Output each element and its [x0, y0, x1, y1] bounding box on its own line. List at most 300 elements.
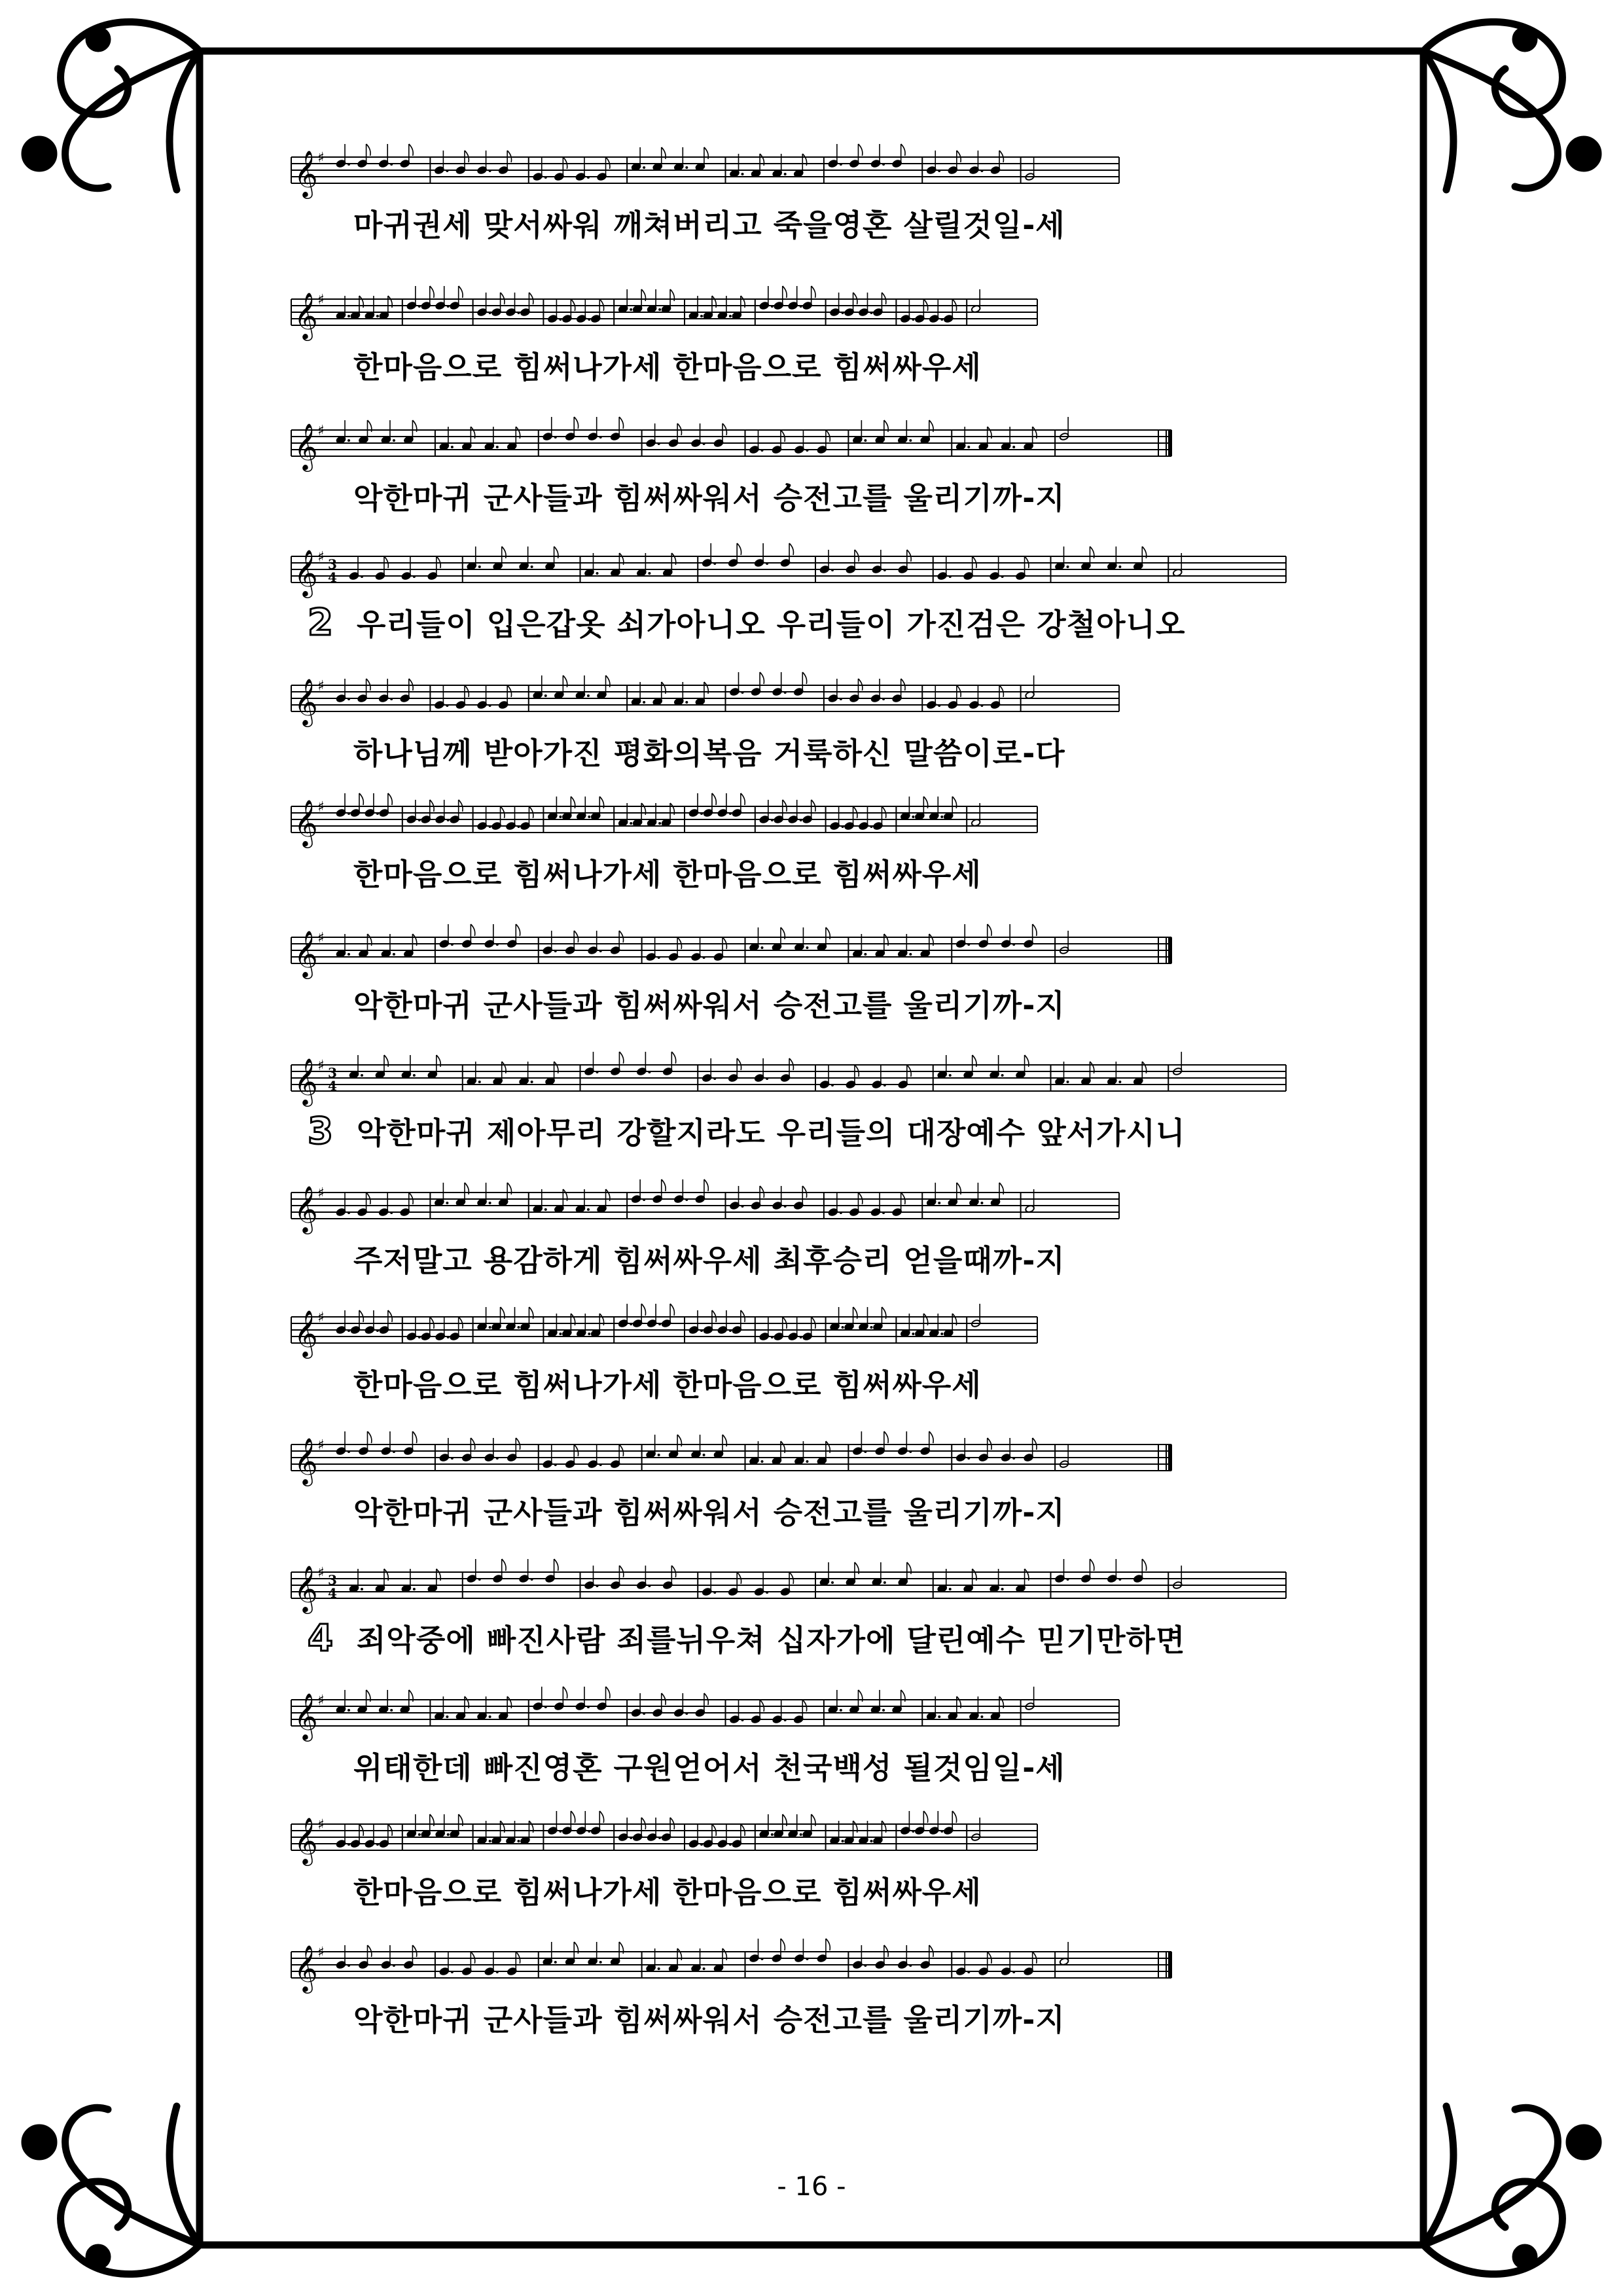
dot: [393, 1964, 395, 1967]
treble-clef-icon: 𝄞: [294, 1816, 318, 1864]
dot: [840, 163, 842, 166]
dot: [842, 825, 844, 828]
dot: [544, 1208, 547, 1211]
dot: [348, 698, 350, 700]
dot: [630, 1837, 632, 1839]
music-system: [0, 798, 1623, 923]
dot: [1012, 1457, 1015, 1460]
page-number: - 16 -: [777, 2172, 846, 2202]
staff: [291, 929, 1185, 988]
dot: [518, 825, 520, 828]
dot: [418, 1833, 421, 1836]
dot: [882, 163, 885, 166]
dot: [700, 812, 703, 815]
dot: [348, 1450, 350, 1453]
dot: [418, 305, 421, 308]
dot: [883, 569, 886, 571]
dot: [761, 449, 764, 452]
dot: [806, 946, 808, 949]
dot: [559, 1830, 562, 1833]
dot: [446, 704, 448, 707]
treble-clef-icon: 𝄞: [294, 548, 318, 596]
dot: [648, 572, 651, 575]
dot: [700, 1843, 703, 1846]
dot: [912, 318, 914, 321]
treble-clef-icon: 𝄞: [294, 149, 318, 197]
dot: [703, 1454, 705, 1456]
lyric-line: 악한마귀 군사들과 힘써싸워서 승전고를 울리기까-지: [353, 480, 1065, 516]
dot: [554, 1961, 557, 1964]
sharp-key-signature-icon: ♯: [317, 678, 325, 694]
dot: [713, 1591, 716, 1594]
sharp-key-signature-icon: ♯: [317, 1185, 325, 1202]
dot: [882, 698, 885, 700]
dot: [741, 691, 744, 694]
dot: [940, 1333, 943, 1335]
staff: [291, 149, 1132, 208]
lyric-line: 한마음으로 힘써나가세 한마음으로 힘써싸우세: [353, 857, 982, 892]
staff: [291, 548, 1299, 607]
dot: [980, 170, 983, 172]
dot: [413, 575, 416, 578]
dot: [967, 446, 970, 448]
dot: [842, 1840, 844, 1842]
dot: [447, 305, 450, 308]
lyric-line: 악한마귀 제아무리 강할지라도 우리들의 대장예수 앞서가시니: [357, 1115, 1186, 1151]
dot: [800, 1833, 802, 1836]
dot: [393, 953, 395, 956]
dot: [840, 1709, 842, 1712]
dot: [831, 1084, 834, 1086]
dot: [1118, 1081, 1121, 1083]
dot: [559, 318, 562, 321]
staff: [291, 798, 1050, 857]
dot: [912, 816, 914, 818]
dot: [831, 569, 834, 571]
staff: [291, 1057, 1299, 1116]
dot: [630, 822, 632, 825]
dot: [451, 1457, 454, 1460]
staff: [291, 1692, 1132, 1751]
sharp-key-signature-icon: ♯: [317, 1565, 325, 1581]
dot: [489, 170, 491, 172]
music-system: [0, 929, 1623, 1054]
dot: [741, 1205, 744, 1208]
music-system: [0, 1816, 1623, 1941]
dot: [912, 1830, 914, 1833]
staff: [291, 291, 1050, 350]
dot: [806, 1460, 808, 1463]
dot: [390, 163, 393, 166]
dot: [771, 1336, 774, 1338]
dot: [980, 704, 983, 707]
dot: [489, 1840, 491, 1842]
dot: [447, 819, 450, 821]
dot: [784, 691, 787, 694]
dot: [909, 1964, 912, 1967]
dot: [489, 1326, 491, 1329]
dot: [912, 1333, 914, 1335]
dot: [413, 1588, 416, 1590]
dot: [766, 562, 768, 565]
dot: [938, 1715, 940, 1718]
lyric-line: 위태한데 빠진영혼 구원얻어서 천국백성 될것임일-세: [353, 1750, 1065, 1785]
dot: [348, 812, 350, 815]
dot: [806, 449, 808, 452]
dot: [800, 305, 802, 308]
time-signature-bottom: 4: [328, 569, 337, 585]
dot: [588, 1830, 590, 1833]
dot: [1118, 565, 1121, 568]
dot: [446, 170, 448, 172]
verse-number: 2: [308, 601, 333, 644]
dot: [658, 442, 660, 445]
dot: [447, 1336, 450, 1338]
dot: [643, 1198, 645, 1201]
lyric-line: 죄악중에 빠진사람 죄를뉘우쳐 십자가에 달린예수 믿기만하면: [357, 1623, 1186, 1658]
music-system: [0, 1309, 1623, 1433]
dot: [840, 1211, 842, 1214]
dot: [713, 1077, 716, 1080]
dot: [882, 1709, 885, 1712]
dot: [599, 1463, 602, 1466]
dot: [393, 439, 395, 442]
dot: [643, 166, 645, 169]
sharp-key-signature-icon: ♯: [317, 292, 325, 308]
treble-clef-icon: 𝄞: [294, 291, 318, 339]
dot: [940, 1830, 943, 1833]
dot: [478, 1081, 481, 1083]
music-system: [0, 1185, 1623, 1309]
dot: [489, 825, 491, 828]
treble-clef-icon: 𝄞: [294, 1692, 318, 1740]
dot: [784, 1205, 787, 1208]
dot: [489, 704, 491, 707]
dot: [559, 816, 562, 818]
dot: [967, 1457, 970, 1460]
dot: [588, 1333, 590, 1335]
dot: [703, 1967, 705, 1970]
dot: [554, 950, 557, 952]
music-system: [0, 1692, 1623, 1816]
dot: [630, 308, 632, 311]
dot: [348, 1211, 350, 1214]
dot: [864, 439, 866, 442]
music-system: [0, 422, 1623, 547]
treble-clef-icon: 𝄞: [294, 1564, 318, 1612]
dot: [390, 1709, 393, 1712]
dot: [870, 1326, 873, 1329]
dot: [390, 698, 393, 700]
dot: [587, 1706, 590, 1708]
time-signature-top: 3: [328, 1065, 337, 1081]
staff: [291, 422, 1185, 481]
dot: [1001, 575, 1004, 578]
dot: [980, 1715, 983, 1718]
dot: [703, 442, 705, 445]
staff: [291, 1185, 1132, 1244]
dot: [700, 1329, 703, 1332]
dot: [596, 1585, 599, 1587]
dot: [729, 315, 732, 317]
dot: [842, 1326, 844, 1329]
dot: [648, 1585, 651, 1587]
dot: [658, 1323, 661, 1325]
dot: [967, 943, 970, 946]
music-system: [0, 548, 1623, 673]
dot: [1012, 446, 1015, 448]
music-system: [0, 149, 1623, 274]
dot: [685, 1712, 688, 1715]
lyric-line: 악한마귀 군사들과 힘써싸워서 승전고를 울리기까-지: [353, 2002, 1065, 2037]
dot: [1118, 1578, 1121, 1581]
dot: [630, 1323, 632, 1325]
dot: [842, 312, 844, 314]
dot: [741, 1719, 744, 1721]
lyric-line: 한마음으로 힘써나가세 한마음으로 힘써싸우세: [353, 1367, 982, 1403]
dot: [648, 1071, 651, 1073]
dot: [531, 565, 533, 568]
dot: [518, 1840, 520, 1842]
dot: [489, 312, 491, 314]
dot: [518, 1326, 520, 1329]
dot: [1067, 1578, 1069, 1581]
dot: [909, 953, 912, 956]
dot: [761, 946, 764, 949]
dot: [700, 315, 703, 317]
dot: [882, 1211, 885, 1214]
sharp-key-signature-icon: ♯: [317, 549, 325, 565]
dot: [496, 446, 499, 448]
sharp-key-signature-icon: ♯: [317, 930, 325, 946]
dot: [870, 825, 873, 828]
dot: [800, 1336, 802, 1338]
dot: [784, 1719, 787, 1721]
treble-clef-icon: 𝄞: [294, 677, 318, 725]
music-system: [0, 1944, 1623, 2068]
dot: [800, 819, 802, 821]
dot: [685, 1198, 688, 1201]
dot: [361, 575, 363, 578]
staff: [291, 1816, 1050, 1875]
sharp-key-signature-icon: ♯: [317, 1437, 325, 1454]
dot: [883, 1084, 886, 1086]
dot: [658, 956, 660, 959]
dot: [658, 1454, 660, 1456]
dot: [544, 1706, 547, 1708]
dot: [1001, 1588, 1004, 1590]
staff: [291, 1309, 1050, 1368]
dot: [496, 1971, 499, 1973]
dot: [348, 315, 350, 317]
dot: [938, 170, 940, 172]
dot: [643, 701, 645, 704]
dot: [531, 1578, 533, 1581]
treble-clef-icon: 𝄞: [294, 1944, 318, 1992]
music-system: [0, 291, 1623, 416]
treble-clef-icon: 𝄞: [294, 1437, 318, 1484]
dot: [1012, 943, 1015, 946]
dot: [761, 1460, 764, 1463]
dot: [703, 956, 705, 959]
dot: [376, 1329, 379, 1332]
dot: [599, 950, 602, 952]
dot: [658, 822, 661, 825]
dot: [418, 1336, 421, 1338]
dot: [478, 1578, 481, 1581]
lyric-line: 주저말고 용감하게 힘써싸우세 최후승리 얻을때까-지: [353, 1243, 1065, 1278]
sharp-key-signature-icon: ♯: [317, 1310, 325, 1326]
music-system: [0, 677, 1623, 802]
sharp-key-signature-icon: ♯: [317, 1945, 325, 1961]
dot: [967, 1971, 970, 1973]
lyric-line: 하나님께 받아가진 평화의복음 거룩하신 말씀이로-다: [353, 736, 1065, 771]
treble-clef-icon: 𝄞: [294, 1309, 318, 1357]
dot: [451, 943, 454, 946]
dot: [489, 1202, 491, 1204]
dot: [980, 1202, 983, 1204]
dot: [496, 943, 499, 946]
dot: [909, 1450, 912, 1453]
dot: [784, 173, 787, 175]
sharp-key-signature-icon: ♯: [317, 1693, 325, 1709]
dot: [393, 1450, 395, 1453]
dot: [390, 1211, 393, 1214]
dot: [658, 308, 661, 311]
dot: [599, 1961, 602, 1964]
dot: [771, 1833, 774, 1836]
dot: [938, 1202, 940, 1204]
dot: [766, 1591, 768, 1594]
dot: [1067, 1081, 1069, 1083]
dot: [348, 439, 350, 442]
treble-clef-icon: 𝄞: [294, 1057, 318, 1105]
dot: [361, 1588, 363, 1590]
dot: [413, 1074, 416, 1077]
dot: [1067, 565, 1069, 568]
sharp-key-signature-icon: ♯: [317, 799, 325, 816]
dot: [451, 1971, 454, 1973]
dot: [554, 436, 557, 439]
staff: [291, 1944, 1185, 2003]
dot: [1001, 1074, 1004, 1077]
dot: [940, 318, 943, 321]
dot: [418, 819, 421, 821]
dot: [806, 1958, 808, 1960]
dot: [729, 1843, 732, 1846]
dot: [376, 812, 379, 815]
dot: [348, 1964, 350, 1967]
dot: [348, 163, 350, 166]
music-system: [0, 1437, 1623, 1561]
dot: [596, 572, 599, 575]
sharp-key-signature-icon: ♯: [317, 423, 325, 439]
dot: [938, 704, 940, 707]
dot: [361, 1074, 363, 1077]
dot: [831, 1581, 834, 1584]
dot: [729, 812, 732, 815]
time-signature-top: 3: [328, 1572, 337, 1588]
dot: [643, 1712, 645, 1715]
sharp-key-signature-icon: ♯: [317, 1058, 325, 1074]
lyric-line: 마귀권세 맞서싸워 깨쳐버리고 죽을영혼 살릴것일-세: [353, 207, 1065, 243]
dot: [559, 1333, 562, 1335]
time-signature-bottom: 4: [328, 1585, 337, 1601]
dot: [587, 694, 590, 697]
dot: [761, 1958, 764, 1960]
sharp-key-signature-icon: ♯: [317, 150, 325, 166]
dot: [741, 173, 744, 175]
staff: [291, 677, 1132, 736]
dot: [348, 1709, 350, 1712]
dot: [658, 1837, 661, 1839]
time-signature-top: 3: [328, 556, 337, 572]
dot: [376, 1843, 379, 1846]
dot: [864, 1964, 866, 1967]
music-system: [0, 1564, 1623, 1689]
dot: [840, 698, 842, 700]
dot: [544, 176, 547, 179]
treble-clef-icon: 𝄞: [294, 1185, 318, 1232]
dot: [771, 305, 774, 308]
dot: [940, 816, 943, 818]
sharp-key-signature-icon: ♯: [317, 1817, 325, 1833]
dot: [447, 1833, 450, 1836]
dot: [949, 1588, 952, 1590]
treble-clef-icon: 𝄞: [294, 798, 318, 846]
lyric-line: 한마음으로 힘써나가세 한마음으로 힘써싸우세: [353, 1874, 982, 1910]
music-system: [0, 1057, 1623, 1181]
time-signature-bottom: 4: [328, 1078, 337, 1094]
treble-clef-icon: 𝄞: [294, 422, 318, 470]
dot: [531, 1081, 533, 1083]
dot: [864, 1450, 866, 1453]
dot: [489, 1715, 491, 1718]
dot: [348, 1843, 350, 1846]
dot: [451, 446, 454, 448]
lyric-line: 악한마귀 군사들과 힘써싸워서 승전고를 울리기까-지: [353, 988, 1065, 1023]
verse-number: 3: [308, 1110, 333, 1153]
lyric-line: 악한마귀 군사들과 힘써싸워서 승전고를 울리기까-지: [353, 1495, 1065, 1530]
dot: [864, 953, 866, 956]
dot: [729, 1329, 732, 1332]
dot: [909, 439, 912, 442]
dot: [588, 816, 590, 818]
dot: [518, 312, 520, 314]
dot: [870, 1840, 873, 1842]
dot: [587, 1208, 590, 1211]
dot: [596, 1071, 599, 1073]
dot: [658, 1967, 660, 1970]
staff: [291, 1564, 1299, 1623]
treble-clef-icon: 𝄞: [294, 929, 318, 977]
dot: [599, 436, 602, 439]
staff: [291, 1437, 1185, 1496]
lyric-line: 우리들이 입은갑옷 쇠가아니오 우리들이 가진검은 강철아니오: [357, 607, 1186, 642]
dot: [766, 1077, 768, 1080]
dot: [771, 819, 774, 821]
dot: [446, 1715, 448, 1718]
dot: [587, 176, 590, 179]
dot: [348, 1329, 350, 1332]
dot: [496, 1457, 499, 1460]
dot: [544, 694, 547, 697]
verse-number: 4: [308, 1617, 333, 1660]
dot: [870, 312, 873, 314]
dot: [588, 318, 590, 321]
dot: [713, 562, 716, 565]
dot: [949, 1074, 952, 1077]
